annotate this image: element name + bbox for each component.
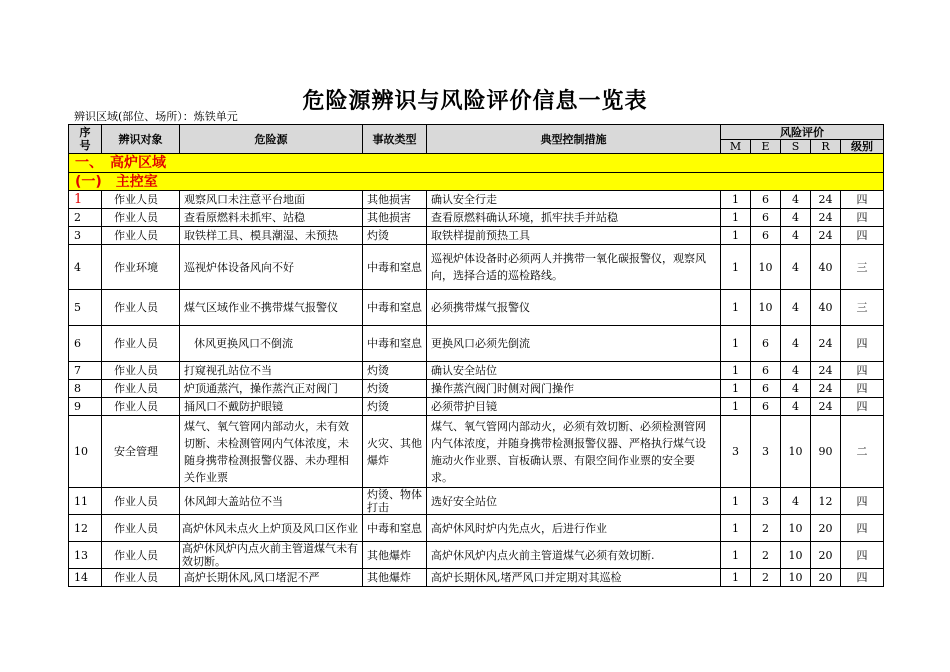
row-r: 24 xyxy=(811,191,841,209)
table-row xyxy=(69,398,884,416)
row-s: 10 xyxy=(781,569,811,587)
row-e: 10 xyxy=(751,245,781,290)
row-number: 13 xyxy=(69,542,102,569)
row-level: 四 xyxy=(841,380,884,398)
row-object: 作业环境 xyxy=(102,245,180,290)
row-e: 6 xyxy=(751,191,781,209)
row-accident-type: 中毒和窒息 xyxy=(363,290,427,326)
row-m: 1 xyxy=(721,569,751,587)
row-measure: 高炉休风时炉内先点火，后进行作业 xyxy=(427,515,721,542)
row-m: 1 xyxy=(721,227,751,245)
row-hazard: 煤气区域作业不携带煤气报警仪 xyxy=(180,290,363,326)
table-row xyxy=(69,515,884,542)
row-s: 4 xyxy=(781,209,811,227)
row-measure: 查看原燃料确认环境，抓牢扶手并站稳 xyxy=(427,209,721,227)
row-m: 3 xyxy=(721,416,751,488)
row-number: 9 xyxy=(69,398,102,416)
row-m: 1 xyxy=(721,488,751,515)
row-m: 1 xyxy=(721,245,751,290)
row-level: 二 xyxy=(841,416,884,488)
row-r: 24 xyxy=(811,380,841,398)
row-r: 90 xyxy=(811,416,841,488)
identification-region: 辨识区域(部位、场所）：炼铁单元 xyxy=(74,110,238,123)
row-object: 作业人员 xyxy=(102,515,180,542)
row-object: 作业人员 xyxy=(102,569,180,587)
table-row xyxy=(69,209,884,227)
header-accident-type: 事故类型 xyxy=(363,125,427,154)
row-m: 1 xyxy=(721,515,751,542)
row-s: 4 xyxy=(781,191,811,209)
row-hazard: 取铁样工具、模具潮湿、未预热 xyxy=(180,227,363,245)
row-accident-type: 灼烫 xyxy=(363,362,427,380)
row-r: 20 xyxy=(811,515,841,542)
row-e: 2 xyxy=(751,515,781,542)
row-hazard: 打窥视孔站位不当 xyxy=(180,362,363,380)
section-control-room: (一) 主控室 xyxy=(69,173,884,191)
row-e: 6 xyxy=(751,227,781,245)
row-hazard: 休风卸大盖站位不当 xyxy=(180,488,363,515)
row-s: 4 xyxy=(781,227,811,245)
row-accident-type: 灼烫 xyxy=(363,380,427,398)
row-accident-type: 灼烫 xyxy=(363,227,427,245)
row-level: 四 xyxy=(841,398,884,416)
row-accident-type: 其他损害 xyxy=(363,191,427,209)
row-number: 14 xyxy=(69,569,102,587)
risk-table xyxy=(68,124,884,587)
row-accident-type: 火灾、其他爆炸 xyxy=(363,416,427,488)
row-number: 1 xyxy=(69,191,102,209)
row-e: 6 xyxy=(751,380,781,398)
row-level: 四 xyxy=(841,191,884,209)
row-level: 四 xyxy=(841,569,884,587)
row-level: 四 xyxy=(841,227,884,245)
row-m: 1 xyxy=(721,326,751,362)
row-level: 四 xyxy=(841,515,884,542)
row-accident-type: 其他损害 xyxy=(363,209,427,227)
row-object: 作业人员 xyxy=(102,227,180,245)
row-measure: 必须携带煤气报警仪 xyxy=(427,290,721,326)
row-e: 2 xyxy=(751,569,781,587)
header-measures: 典型控制措施 xyxy=(427,125,721,154)
row-r: 24 xyxy=(811,227,841,245)
row-e: 3 xyxy=(751,488,781,515)
row-r: 12 xyxy=(811,488,841,515)
row-r: 24 xyxy=(811,362,841,380)
row-hazard: 煤气、氧气管网内部动火，未有效切断、未检测管网内气体浓度，未随身携带检测报警仪器、未办理相关作业票 xyxy=(180,416,363,488)
row-m: 1 xyxy=(721,290,751,326)
row-r: 20 xyxy=(811,542,841,569)
section-blast-furnace: 一、 高炉区域 xyxy=(69,154,884,173)
header-e: E xyxy=(751,140,781,154)
table-row xyxy=(69,326,884,362)
header-risk: 风险评价 xyxy=(721,125,884,140)
row-m: 1 xyxy=(721,209,751,227)
row-object: 作业人员 xyxy=(102,209,180,227)
row-m: 1 xyxy=(721,398,751,416)
row-object: 作业人员 xyxy=(102,362,180,380)
row-s: 4 xyxy=(781,380,811,398)
row-hazard: 高炉长期休风,风口堵泥不严 xyxy=(180,569,363,587)
row-object: 安全管理 xyxy=(102,416,180,488)
row-accident-type: 其他爆炸 xyxy=(363,569,427,587)
table-row xyxy=(69,488,884,515)
row-measure: 确认安全行走 xyxy=(427,191,721,209)
row-number: 8 xyxy=(69,380,102,398)
row-measure: 更换风口必须先倒流 xyxy=(427,326,721,362)
row-r: 24 xyxy=(811,326,841,362)
row-accident-type: 中毒和窒息 xyxy=(363,515,427,542)
row-level: 四 xyxy=(841,542,884,569)
row-e: 6 xyxy=(751,362,781,380)
row-number: 11 xyxy=(69,488,102,515)
header-hazard: 危险源 xyxy=(180,125,363,154)
row-hazard: 巡视炉体设备风向不好 xyxy=(180,245,363,290)
row-measure: 巡视炉体设备时必须两人并携带一氧化碳报警仪，观察风向，选择合适的巡检路线。 xyxy=(427,245,721,290)
row-e: 2 xyxy=(751,542,781,569)
row-number: 4 xyxy=(69,245,102,290)
row-e: 6 xyxy=(751,326,781,362)
row-r: 24 xyxy=(811,209,841,227)
header-object: 辨识对象 xyxy=(102,125,180,154)
row-accident-type: 中毒和窒息 xyxy=(363,326,427,362)
table-row xyxy=(69,569,884,587)
row-number: 7 xyxy=(69,362,102,380)
row-s: 4 xyxy=(781,398,811,416)
row-object: 作业人员 xyxy=(102,191,180,209)
row-measure: 煤气、氧气管网内部动火，必须有效切断、必须检测管网内气体浓度，并随身携带检测报警仪器、严格执行煤气设施动火作业票、盲板确认票、有限空间作业票的安全要求。 xyxy=(427,416,721,488)
row-hazard: 观察风口未注意平台地面 xyxy=(180,191,363,209)
row-m: 1 xyxy=(721,380,751,398)
row-m: 1 xyxy=(721,362,751,380)
row-hazard: 炉顶通蒸汽，操作蒸汽正对阀门 xyxy=(180,380,363,398)
row-s: 10 xyxy=(781,542,811,569)
row-level: 四 xyxy=(841,488,884,515)
row-hazard: 休风更换风口不倒流 xyxy=(180,326,363,362)
row-hazard: 高炉休风炉内点火前主管道煤气未有效切断。 xyxy=(180,542,363,569)
row-hazard: 捅风口不戴防护眼镜 xyxy=(180,398,363,416)
table-row xyxy=(69,542,884,569)
row-measure: 确认安全站位 xyxy=(427,362,721,380)
header-level: 级别 xyxy=(841,140,884,154)
table-row xyxy=(69,245,884,290)
row-e: 6 xyxy=(751,209,781,227)
row-s: 4 xyxy=(781,362,811,380)
row-measure: 取铁样提前预热工具 xyxy=(427,227,721,245)
row-level: 四 xyxy=(841,209,884,227)
row-measure: 选好安全站位 xyxy=(427,488,721,515)
row-e: 6 xyxy=(751,398,781,416)
row-object: 作业人员 xyxy=(102,290,180,326)
row-r: 40 xyxy=(811,290,841,326)
header-seq: 序号 xyxy=(69,125,102,154)
row-object: 作业人员 xyxy=(102,398,180,416)
row-measure: 操作蒸汽阀门时侧对阀门操作 xyxy=(427,380,721,398)
row-number: 6 xyxy=(69,326,102,362)
row-s: 10 xyxy=(781,515,811,542)
row-s: 4 xyxy=(781,326,811,362)
row-hazard: 高炉休风未点火上炉顶及风口区作业 xyxy=(180,515,363,542)
row-r: 20 xyxy=(811,569,841,587)
row-object: 作业人员 xyxy=(102,380,180,398)
row-s: 4 xyxy=(781,290,811,326)
row-accident-type: 灼烫、物体打击 xyxy=(363,488,427,515)
row-r: 40 xyxy=(811,245,841,290)
row-measure: 必须带护目镜 xyxy=(427,398,721,416)
table-row xyxy=(69,380,884,398)
table-row xyxy=(69,416,884,488)
page-title: 危险源辨识与风险评价信息一览表 xyxy=(302,89,648,114)
row-accident-type: 中毒和窒息 xyxy=(363,245,427,290)
row-object: 作业人员 xyxy=(102,542,180,569)
row-m: 1 xyxy=(721,542,751,569)
header-s: S xyxy=(781,140,811,154)
table-row xyxy=(69,191,884,209)
row-number: 5 xyxy=(69,290,102,326)
row-level: 四 xyxy=(841,362,884,380)
row-e: 3 xyxy=(751,416,781,488)
row-level: 三 xyxy=(841,245,884,290)
row-r: 24 xyxy=(811,398,841,416)
row-accident-type: 灼烫 xyxy=(363,398,427,416)
row-object: 作业人员 xyxy=(102,488,180,515)
row-number: 2 xyxy=(69,209,102,227)
row-number: 3 xyxy=(69,227,102,245)
row-s: 4 xyxy=(781,245,811,290)
table-row xyxy=(69,227,884,245)
row-s: 10 xyxy=(781,416,811,488)
row-number: 10 xyxy=(69,416,102,488)
row-measure: 高炉休风炉内点火前主管道煤气必须有效切断. xyxy=(427,542,721,569)
row-object: 作业人员 xyxy=(102,326,180,362)
row-e: 10 xyxy=(751,290,781,326)
row-m: 1 xyxy=(721,191,751,209)
row-measure: 高炉长期休风,堵严风口并定期对其巡检 xyxy=(427,569,721,587)
row-level: 四 xyxy=(841,326,884,362)
row-accident-type: 其他爆炸 xyxy=(363,542,427,569)
table-row xyxy=(69,362,884,380)
row-hazard: 查看原燃料未抓牢、站稳 xyxy=(180,209,363,227)
table-row xyxy=(69,290,884,326)
row-number: 12 xyxy=(69,515,102,542)
row-s: 4 xyxy=(781,488,811,515)
header-r: R xyxy=(811,140,841,154)
row-level: 三 xyxy=(841,290,884,326)
header-m: M xyxy=(721,140,751,154)
